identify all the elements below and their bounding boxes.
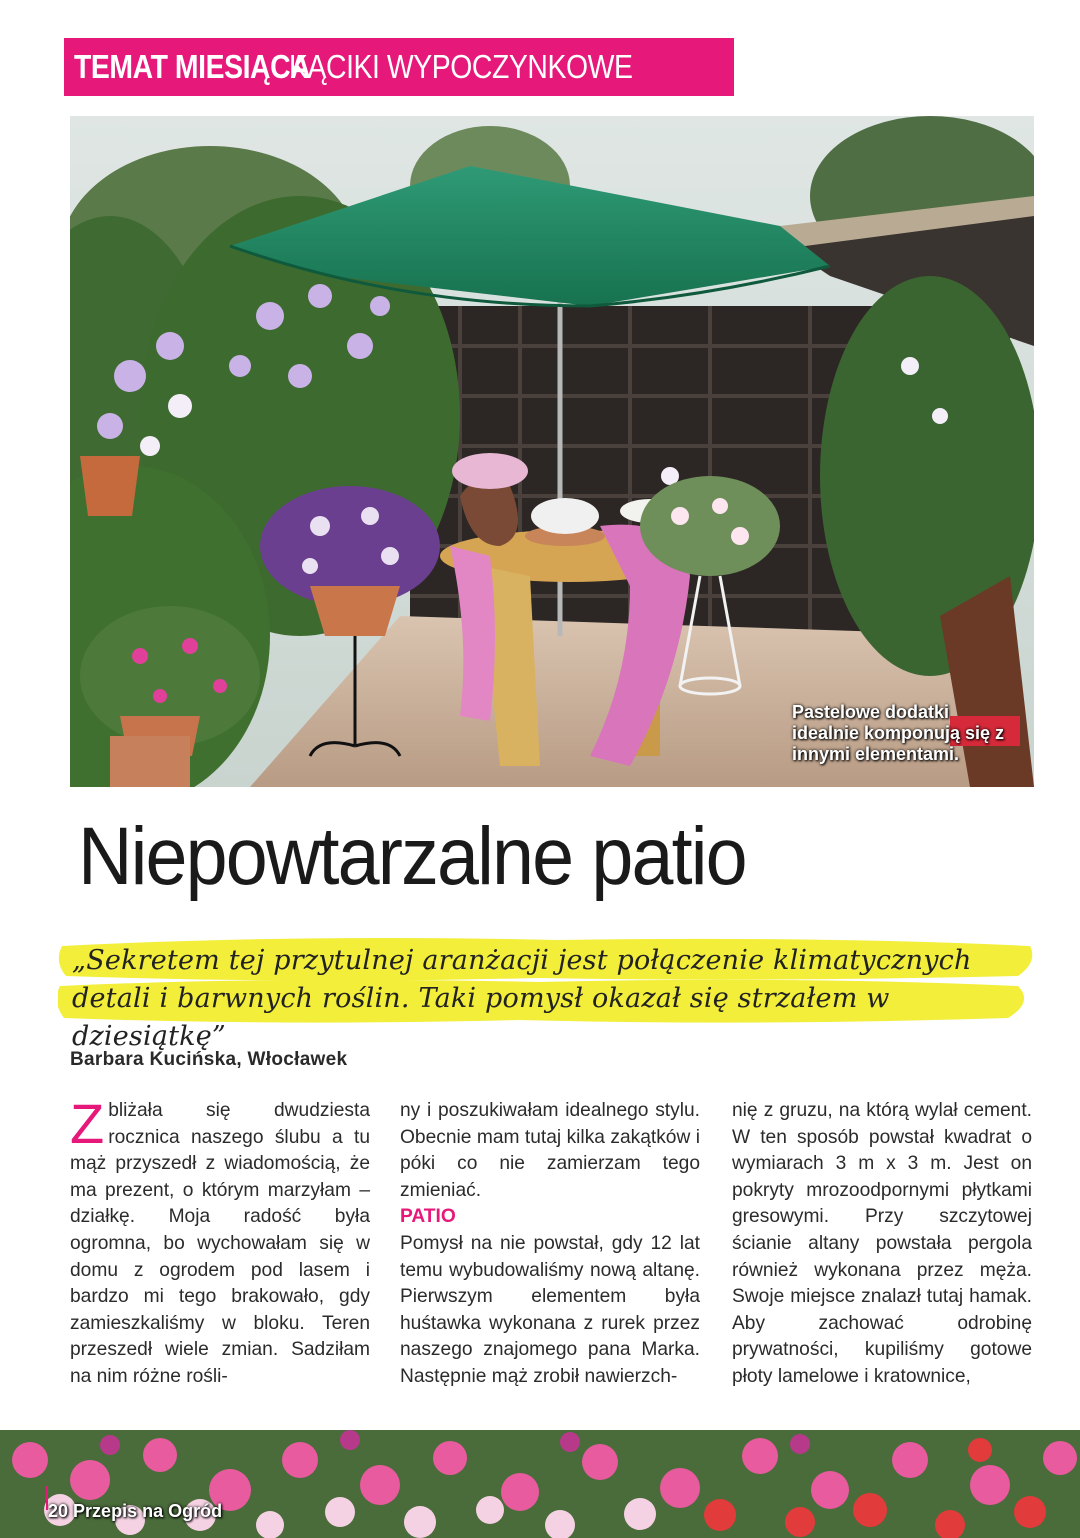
footer-flower-strip bbox=[0, 1430, 1080, 1538]
article-title: Niepowtarzalne patio bbox=[78, 811, 746, 902]
page-number: 20 bbox=[48, 1501, 69, 1521]
photo-caption: Pastelowe dodatki idealnie komponują się z innymi elementami. bbox=[792, 702, 1005, 764]
patio-illustration bbox=[70, 116, 1034, 787]
article-lead-quote bbox=[58, 932, 1038, 1052]
footer-label bbox=[48, 1501, 222, 1522]
column-3-text: nię z gruzu, na którą wylał cement. W ten sposób powstał kwadrat o wymiarach 3 m x 3 m. Jest on pokryty mrozoodpornymi płytkami gresowymi. Przy szczytowej ścianie altany powstała pergola również wykonana przez męża. Swoje miejsce znalazł tutaj hamak. Aby zachować odrobinę prywatności, kupiliśmy gotowe płoty lamelowe i kratownice, bbox=[732, 1100, 1032, 1387]
subhead-patio: PATIO bbox=[400, 1206, 456, 1228]
column-1-text: bliżała się dwudziesta rocznica naszego ślubu a tu mąż przyszedł z wiadomością, że ma prezent, o którym marzyłam – działkę. Moja radość była ogromna, bo wychowałam się w domu z ogrodem pod lasem i bardzo mi tego brakowało, gdy zamieszkaliśmy w bloku. Teren przeszedł wiele zmian. Sadziłam na nim różne rośli- bbox=[70, 1100, 370, 1387]
patio-photo bbox=[70, 116, 1034, 787]
article-column-1 bbox=[70, 1092, 370, 1391]
article-column-3 bbox=[732, 1098, 1032, 1391]
page-number-marker bbox=[46, 1486, 48, 1510]
column-2-text-a: ny i poszukiwałam idealnego stylu. Obecnie mam tutaj kilka zakątków i póki co nie zamierzam tego zmieniać. bbox=[400, 1100, 700, 1201]
magazine-name: Przepis na Ogród bbox=[73, 1501, 223, 1521]
section-header bbox=[64, 38, 734, 96]
author-byline: Barbara Kucińska, Włocławek bbox=[70, 1049, 348, 1070]
article-column-2 bbox=[400, 1098, 700, 1391]
column-2-text-b: Pomysł na nie powstał, gdy 12 lat temu wybudowaliśmy nową altanę. Pierwszym elementem była huśtawka wykonana z rurek przez naszego znajomego pana Marka. Następnie mąż zrobił nawierzch- bbox=[400, 1232, 700, 1387]
dropcap: Z bbox=[70, 1092, 105, 1155]
section-title: TEMAT MIESIĄCA bbox=[74, 48, 311, 85]
section-topic: KĄCIKI WYPOCZYNKOWE bbox=[288, 48, 633, 85]
quote-text: „Sekretem tej przytulnej aranżacji jest połączenie klimatycznych detali i barwnych roślin. Taki pomysł okazał się strzałem w dziesiątkę” bbox=[72, 945, 972, 1052]
